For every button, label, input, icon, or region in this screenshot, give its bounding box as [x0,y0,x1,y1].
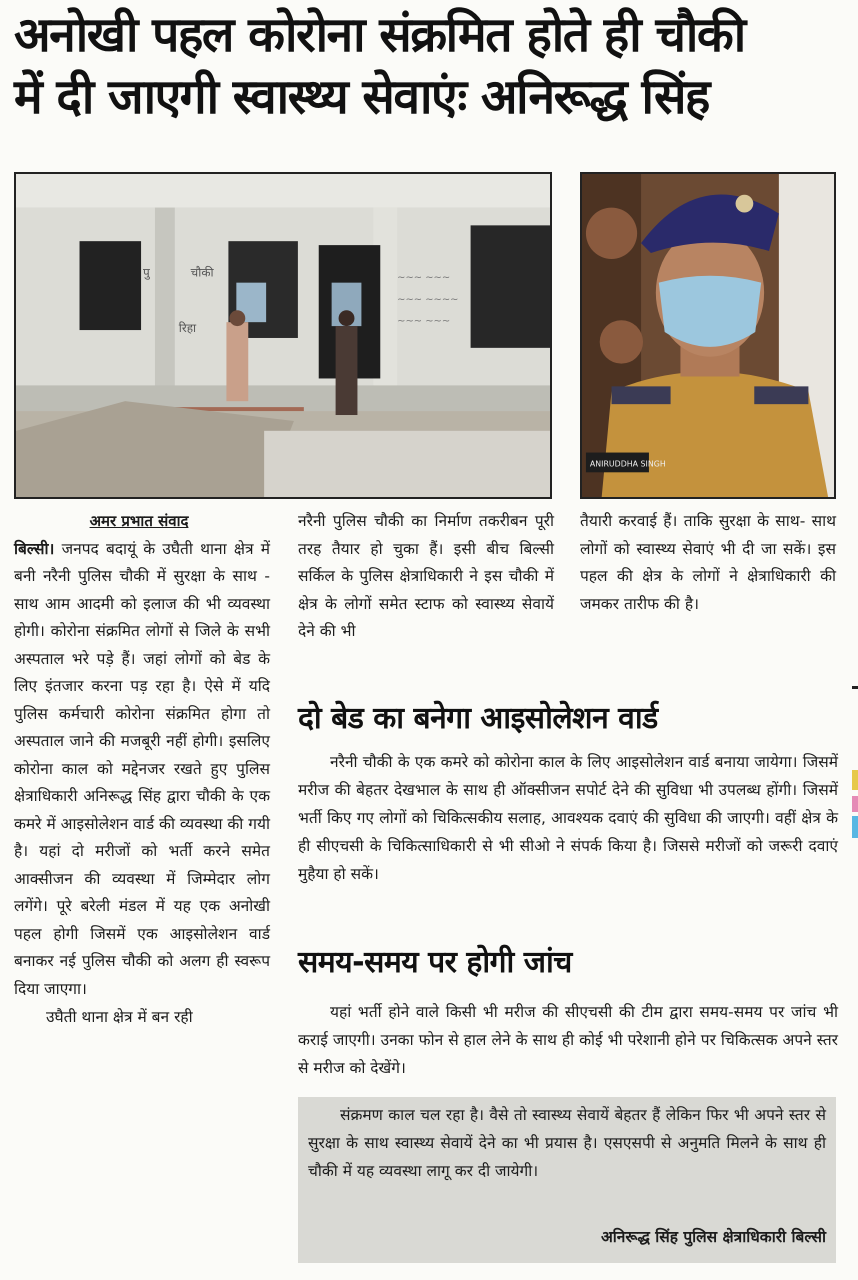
edge-mark-blue [852,816,858,838]
quote-body: संक्रमण काल चल रहा है। वैसे तो स्वास्थ्य सेवायें बेहतर हैं लेकिन फिर भी अपने स्तर से सुरक्षा के साथ स्वास्थ्य सेवायें देने का भी प्रयास है। एसएसपी से अनुमति मिलने के साथ ही चौकी में यह व्यवस्था लागू कर दी जायेगी। [308,1106,826,1180]
building-photo [14,172,552,499]
column-1 [14,508,270,1032]
edge-mark-dark [852,686,858,689]
column-1-body-2: उघैती थाना क्षेत्र में बन रही [46,1008,193,1026]
wall-text-3: रिहा [178,321,197,336]
section-1-body: नरैनी चौकी के एक कमरे को कोरोना काल के लिए आइसोलेशन वार्ड बनाया जायेगा। जिसमें मरीज की बेहतर देखभाल के साथ ही ऑक्सीजन सपोर्ट देने की सुविधा भी उपलब्ध होंगी। जिसमें भर्ती किए गए लोगों को चिकित्सकीय सलाह, आवश्यक दवाएं की सुविधा की जाएगी। वहीं क्षेत्र के ही सीएचसी के चिकित्साधिकारी से भी सीओ ने संपर्क किया है। जिससे मरीजों को जरूरी दवाएं मुहैया हो सकें। [298,753,838,883]
column-1-body: जनपद बदायूं के उघैती थाना क्षेत्र में बनी नरैनी पुलिस चौकी में सुरक्षा के साथ - साथ आम आदमी को इलाज की भी व्यवस्था होगी। कोरोना संक्रमित लोगों से जिले के सभी अस्पताल भरे पड़े हैं। जहां लोगों को बेड के लिए इंतजार करना पड़ रहा है। ऐसे में यदि पुलिस कर्मचारी कोरोना संक्रमित होगा तो अस्पताल जाने की मजबूरी नहीं होगी। इसलिए कोरोना काल को मद्देनजर रखते हुए पुलिस क्षेत्राधिकारी अनिरूद्ध सिंह द्वारा चौकी के एक कमरे में आइसोलेशन वार्ड की व्यवस्था की गयी है। यहां दो मरीजों को भर्ती करने समेत आक्सीजन की व्यवस्था में जिम्मेदार लोग लगेंगे। पूरे बरेली मंडल में यह एक अनोखी पहल होगी जिसमें एक आइसोलेशन वार्ड बनाकर नई पुलिस चौकी को अलग ही स्वरूप दिया जाएगा। [14,539,270,998]
edge-mark-pink [852,796,858,812]
quote-signature: अनिरूद्ध सिंह पुलिस क्षेत्राधिकारी बिल्सी [600,1228,826,1246]
section-1-body-block [298,748,838,888]
svg-text:~~~ ~~~: ~~~ ~~~ [397,316,451,328]
name-tag-text: ANIRUDDHA SINGH [589,459,666,469]
column-1-paragraph [14,536,270,1004]
section-2-title: समय-समय पर होगी जांच [298,945,572,980]
headline-line-2: में दी जाएगी स्वास्थ्य सेवाएंः अनिरूद्ध सिंह [14,69,709,125]
quote-box [298,1097,836,1263]
byline: अमर प्रभात संवाद [89,512,189,530]
svg-text:~~~ ~~~~: ~~~ ~~~~ [397,294,459,306]
section-1-title: दो बेड का बनेगा आइसोलेशन वार्ड [298,701,658,736]
section-2-body: यहां भर्ती होने वाले किसी भी मरीज की सीएचसी की टीम द्वारा समय-समय पर जांच भी कराई जाएगी। उनका फोन से हाल लेने के साथ ही कोई भी परेशानी होने पर चिकित्सक अपने स्तर से मरीज को देखेंगे। [298,1003,838,1077]
column-2 [298,508,554,646]
headline [14,4,844,128]
column-3 [580,508,836,618]
officer-photo [580,172,836,499]
wall-text-2: चौकी [190,265,214,280]
section-2-body-block [298,998,838,1082]
headline-line-1: अनोखी पहल कोरोना संक्रमित होते ही चौकी [14,7,745,63]
edge-mark-yellow [852,770,858,790]
column-3-body: तैयारी करवाई हैं। ताकि सुरक्षा के साथ- साथ लोगों को स्वास्थ्य सेवाएं भी दी जा सकें। इस पहल की क्षेत्र के लोगों ने क्षेत्राधिकारी की जमकर तारीफ की है। [580,512,836,613]
svg-text:~~~ ~~~: ~~~ ~~~ [397,272,451,284]
wall-text-1: पु [143,265,150,280]
dateline: बिल्सी। [14,539,55,558]
column-1-paragraph-2 [14,1004,270,1032]
column-2-body: नरैनी पुलिस चौकी का निर्माण तकरीबन पूरी तरह तैयार हो चुका हैं। इसी बीच बिल्सी सर्किल के पुलिस क्षेत्राधिकारी ने इस चौकी में क्षेत्र के लोगों समेत स्टाफ को स्वास्थ्य सेवायें देने की भी [298,512,554,640]
